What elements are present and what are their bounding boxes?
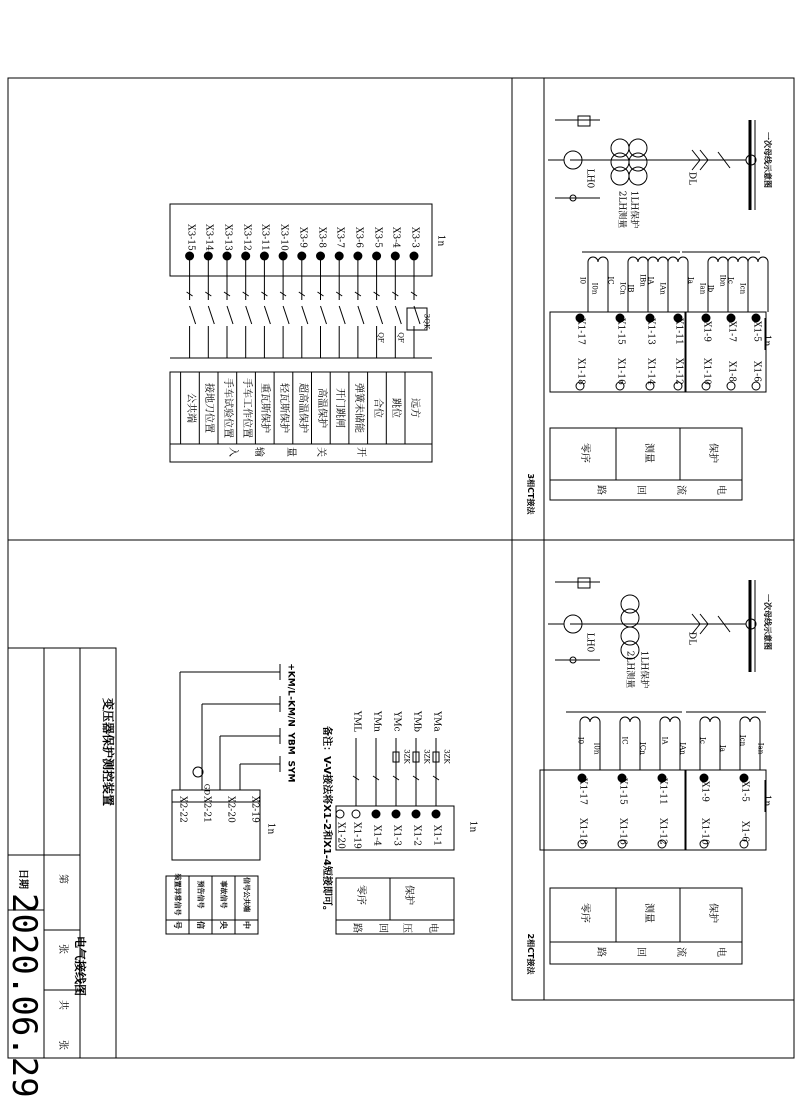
vt-section-zero: 零序 xyxy=(355,885,366,905)
vt-side-3: 路 xyxy=(351,923,362,933)
ct3-terminal-X1-5: X1-5 xyxy=(751,321,762,342)
di-terminal-X3-3: X3-3 xyxy=(409,227,420,248)
ct3-terminal-X1-16: X1-16 xyxy=(615,358,626,385)
gong-label: 共 xyxy=(57,1000,68,1010)
di-input-9: 手车工作位置 xyxy=(240,378,252,438)
ct2-coil-4 xyxy=(740,717,760,722)
ct3-coil-4 xyxy=(708,257,728,262)
ct3-ct-label-8: Ia xyxy=(686,277,695,284)
ct3-side-2: 回 xyxy=(635,485,646,495)
di-side-2: 量 xyxy=(285,447,296,457)
vt-section-prot: 保护 xyxy=(403,885,414,905)
ct3-terminal-X1-15: X1-15 xyxy=(615,318,626,345)
ctl-table-head-3: 号 xyxy=(173,921,182,929)
di-input-0: 远方 xyxy=(409,398,420,418)
di-switch-3qk: 3QK xyxy=(422,313,431,330)
ct2-side-1: 流 xyxy=(675,947,686,957)
ct3-breaker-label: DL xyxy=(686,171,697,186)
ct3-coil-5 xyxy=(728,257,748,262)
di-input-7: 轻瓦斯保护 xyxy=(278,383,290,433)
vt-side-0: 电 xyxy=(427,923,438,933)
vt-terminal-X1-2: X1-2 xyxy=(411,825,422,846)
di-terminal-X3-7: X3-7 xyxy=(334,227,345,248)
ctl-bus-0: +KM/L xyxy=(285,663,296,696)
ct2-ct-label-3: ICn xyxy=(638,742,647,755)
ct2-coil-2 xyxy=(660,717,680,722)
di-switch-9 xyxy=(246,306,252,324)
ct3-section-meas: 测量 xyxy=(643,443,654,463)
di-switch-7 xyxy=(283,306,289,324)
ct2-terminal-X1-11: X1-11 xyxy=(657,778,668,805)
date-label: 日期 xyxy=(17,869,28,889)
ct3-ct-label-9: Ib xyxy=(706,284,715,293)
ct2-terminal-X1-16: X1-16 xyxy=(617,818,628,845)
ctl-terminal-X2-20: X2-20 xyxy=(225,796,236,823)
ct2-term-label: 1n xyxy=(761,794,772,807)
ct3-prot-label: 1LH保护 xyxy=(628,190,639,229)
ctl-bus-3: SYM xyxy=(285,760,296,783)
ct3-ct-label-2: IC xyxy=(606,276,615,285)
ct3-terminal-X1-8: X1-8 xyxy=(726,361,737,382)
ctl-terminal-X2-21: X2-21 xyxy=(201,796,212,823)
ct2-terminal-X1-12: X1-12 xyxy=(657,818,668,845)
ct3-terminal-X1-10: X1-10 xyxy=(701,358,712,385)
ctl-bus-2: YBM xyxy=(285,732,296,755)
ct3-busbar-label: 一次母线示意图 xyxy=(763,132,772,188)
ct3-ct-label-6: IBn xyxy=(638,274,647,287)
ct3-ct-label-12: Ibn xyxy=(718,274,727,287)
ctl-table-item-2: 预告信号 xyxy=(196,880,205,909)
ctl-lamp-label: GD xyxy=(202,783,211,796)
ctl-terminal-X2-19: X2-19 xyxy=(249,796,260,823)
ct2-ct-label-9: Ian xyxy=(756,742,765,755)
ctl-table-item-0: 信号公共端 xyxy=(242,877,251,912)
vt-source-YMb: YMb xyxy=(411,711,422,732)
vt-term-label: 1n xyxy=(467,820,478,833)
ct2-section-zero: 零序 xyxy=(579,903,590,923)
di-input-3: 弹簧未储能 xyxy=(352,383,364,433)
device-name: 变压器保护测控装置 xyxy=(101,697,115,806)
di-terminal-X3-15: X3-15 xyxy=(185,224,196,251)
di-input-1: 跳位 xyxy=(390,398,402,418)
ct2-ct-label-1: I0n xyxy=(592,742,601,755)
vt-source-YML: YML xyxy=(351,710,362,733)
di-terminal-X3-9: X3-9 xyxy=(297,227,308,248)
vt-terminal-X1-3: X1-3 xyxy=(391,825,402,846)
ctl-terminal-X2-22: X2-22 xyxy=(177,796,188,823)
vt-note: 备注：V-V接法将X1-2和X1-4短接即可。 xyxy=(321,726,332,916)
ct3-terminal-X1-11: X1-11 xyxy=(673,318,684,345)
sheet-no-label: 第 xyxy=(57,874,68,884)
ct2-terminal-X1-9: X1-9 xyxy=(699,781,710,802)
vt-terminal-X1-4: X1-4 xyxy=(371,825,382,846)
ct3-section-prot: 保护 xyxy=(707,443,718,463)
vt-fuse-label-2: 3ZK xyxy=(402,749,411,764)
ct3-terminal-X1-17: X1-17 xyxy=(575,318,586,345)
vt-fuse-label-0: 3ZK xyxy=(442,749,451,764)
ct3-coil-6 xyxy=(748,257,768,262)
ct2-ct-label-4: IA xyxy=(660,736,669,745)
ct3-terminal-X1-6: X1-6 xyxy=(751,361,762,382)
ct3-side-1: 流 xyxy=(675,485,686,495)
ct3-terminal-X1-13: X1-13 xyxy=(645,318,656,345)
ct2-terminal-X1-18: X1-18 xyxy=(577,818,588,845)
di-switch-6 xyxy=(302,306,308,324)
ct3-terminal-X1-9: X1-9 xyxy=(701,321,712,342)
zhang-label-2: 张 xyxy=(57,1040,68,1050)
ct3-term-label: 1n xyxy=(761,334,772,347)
ct3-coil-0 xyxy=(588,257,608,262)
vt-source-YMc: YMc xyxy=(391,711,402,732)
ct3-ct-label-0: I0 xyxy=(578,276,587,285)
di-switch-3 xyxy=(358,306,364,324)
ct3-section-zero: 零序 xyxy=(579,443,590,463)
di-side-1: 关 xyxy=(315,447,326,457)
ct2-title: 2相CT接法 xyxy=(526,933,535,975)
di-side-3: 输 xyxy=(253,447,264,457)
ct2-terminal-X1-6: X1-6 xyxy=(739,821,750,842)
di-terminal-X3-8: X3-8 xyxy=(316,227,326,248)
ct3-ct-label-1: I0n xyxy=(590,282,599,295)
ct2-prot-label: 1LH保护 xyxy=(638,650,649,689)
di-term-label: 1n xyxy=(435,234,446,247)
vt-source-YMn: YMn xyxy=(371,711,382,732)
ct3-ct-label-5: ICn xyxy=(618,282,627,295)
vt-fuse-label-1: 3ZK xyxy=(422,749,431,764)
di-switch-2 xyxy=(377,306,383,324)
zhang-label-1: 张 xyxy=(57,944,68,954)
ctl-term-label: 1n xyxy=(265,822,276,835)
ct3-terminal-X1-14: X1-14 xyxy=(645,358,656,385)
ctl-table-head-0: 中 xyxy=(242,921,251,929)
ct2-breaker-label: DL xyxy=(686,631,697,646)
ct3-coil-2 xyxy=(648,257,668,262)
ct2-ct-label-0: I0 xyxy=(576,736,585,745)
di-switch-4 xyxy=(339,306,345,324)
vt-source-YMa: YMa xyxy=(431,711,442,732)
di-input-2: 合位 xyxy=(371,398,383,418)
ct3-ct-label-3: IB xyxy=(626,284,635,293)
di-terminal-X3-11: X3-11 xyxy=(259,224,270,251)
vt-terminal-X1-20: X1-20 xyxy=(335,822,346,849)
di-terminal-X3-13: X3-13 xyxy=(222,224,233,251)
di-input-8: 重瓦斯保护 xyxy=(259,383,271,433)
ct2-section-meas: 测量 xyxy=(643,903,654,923)
di-side-0: 开 xyxy=(355,447,366,457)
ct3-ct-label-13: Icn xyxy=(738,282,747,295)
date-value: 2020.06.29 xyxy=(4,893,44,1098)
ct2-side-3: 路 xyxy=(595,947,606,957)
ct3-coil-3 xyxy=(668,257,688,262)
vt-side-2: 回 xyxy=(377,923,388,933)
ct3-lh0-label: LH0 xyxy=(584,168,595,189)
di-side-4: 入 xyxy=(227,447,238,457)
di-input-5: 高温保护 xyxy=(315,388,327,428)
di-switch-8 xyxy=(264,306,270,324)
ct3-terminal-X1-7: X1-7 xyxy=(726,321,737,342)
di-terminal-X3-14: X3-14 xyxy=(203,224,214,251)
ct2-ct-label-5: IAn xyxy=(678,742,687,755)
ct2-terminal-X1-17: X1-17 xyxy=(577,778,588,805)
di-terminal-X3-5: X3-5 xyxy=(372,227,383,248)
vt-side-1: 压 xyxy=(401,923,412,933)
ct2-ct-label-7: Ia xyxy=(718,745,727,752)
di-input-11: 接地刀位置 xyxy=(203,383,215,433)
di-switch-0 xyxy=(414,306,420,324)
ct3-ct-label-7: IAn xyxy=(658,282,667,295)
ct2-side-2: 回 xyxy=(635,947,646,957)
ct2-ct-label-8: Icn xyxy=(738,734,747,747)
di-switch-qf-1: QF xyxy=(396,332,405,343)
vt-terminal-X1-1: X1-1 xyxy=(431,825,442,846)
ct2-side-0: 电 xyxy=(715,947,726,957)
di-terminal-X3-10: X3-10 xyxy=(278,224,289,251)
di-terminal-X3-6: X3-6 xyxy=(353,227,364,248)
di-input-6: 超高温保护 xyxy=(296,383,308,433)
ct3-meas-label: 2LH测量 xyxy=(616,190,627,229)
di-switch-12 xyxy=(190,306,196,324)
ct3-ct-label-10: Ic xyxy=(726,277,735,284)
di-switch-5 xyxy=(321,306,327,324)
di-terminal-X3-12: X3-12 xyxy=(241,224,252,251)
ct2-coil-1 xyxy=(620,717,640,722)
ct2-ct-label-6: Ic xyxy=(698,737,707,744)
ct2-coil-0 xyxy=(580,717,600,722)
ct3-ct-label-4: IA xyxy=(646,276,655,285)
ct2-terminal-X1-5: X1-5 xyxy=(739,781,750,802)
ctl-table-item-1: 事故信号 xyxy=(219,880,228,909)
vt-terminal-X1-19: X1-19 xyxy=(351,822,362,849)
ctl-table-item-3: 装置异常信号 xyxy=(173,873,182,916)
ct2-terminal-X1-15: X1-15 xyxy=(617,778,628,805)
di-terminal-X3-4: X3-4 xyxy=(390,227,401,248)
di-switch-qf-2: QF xyxy=(376,332,385,343)
ct3-ct-label-11: Ian xyxy=(698,282,707,295)
di-switch-1 xyxy=(395,306,401,324)
ctl-bus-1: -KM/N xyxy=(285,696,296,727)
ct2-busbar-label: 一次母线示意图 xyxy=(763,594,772,650)
ct2-meas-label: 2LH测量 xyxy=(624,650,635,689)
ct3-side-3: 路 xyxy=(595,485,606,495)
ctl-table-head-2: 信 xyxy=(196,921,205,929)
ct3-terminal-X1-12: X1-12 xyxy=(673,358,684,385)
di-input-10: 手车试验位置 xyxy=(222,378,233,438)
di-input-4: 开门跳闸 xyxy=(334,388,346,428)
ct3-terminal-X1-18: X1-18 xyxy=(575,358,586,385)
ct3-title: 3相CT接法 xyxy=(526,473,535,515)
ct2-ct-label-2: IC xyxy=(620,736,629,745)
ct3-side-0: 电 xyxy=(715,485,726,495)
ct2-section-prot: 保护 xyxy=(707,903,718,923)
ct3-coil-1 xyxy=(628,257,648,262)
di-switch-10 xyxy=(227,306,233,324)
di-input-12: 公共端 xyxy=(184,393,196,423)
ct2-lh0-label: LH0 xyxy=(584,632,595,653)
drawing-name: 电气接线图 xyxy=(73,935,87,996)
ct2-coil-3 xyxy=(700,717,720,722)
di-switch-11 xyxy=(208,306,214,324)
ctl-table-head-1: 央 xyxy=(219,921,228,929)
ct2-terminal-X1-10: X1-10 xyxy=(699,818,710,845)
